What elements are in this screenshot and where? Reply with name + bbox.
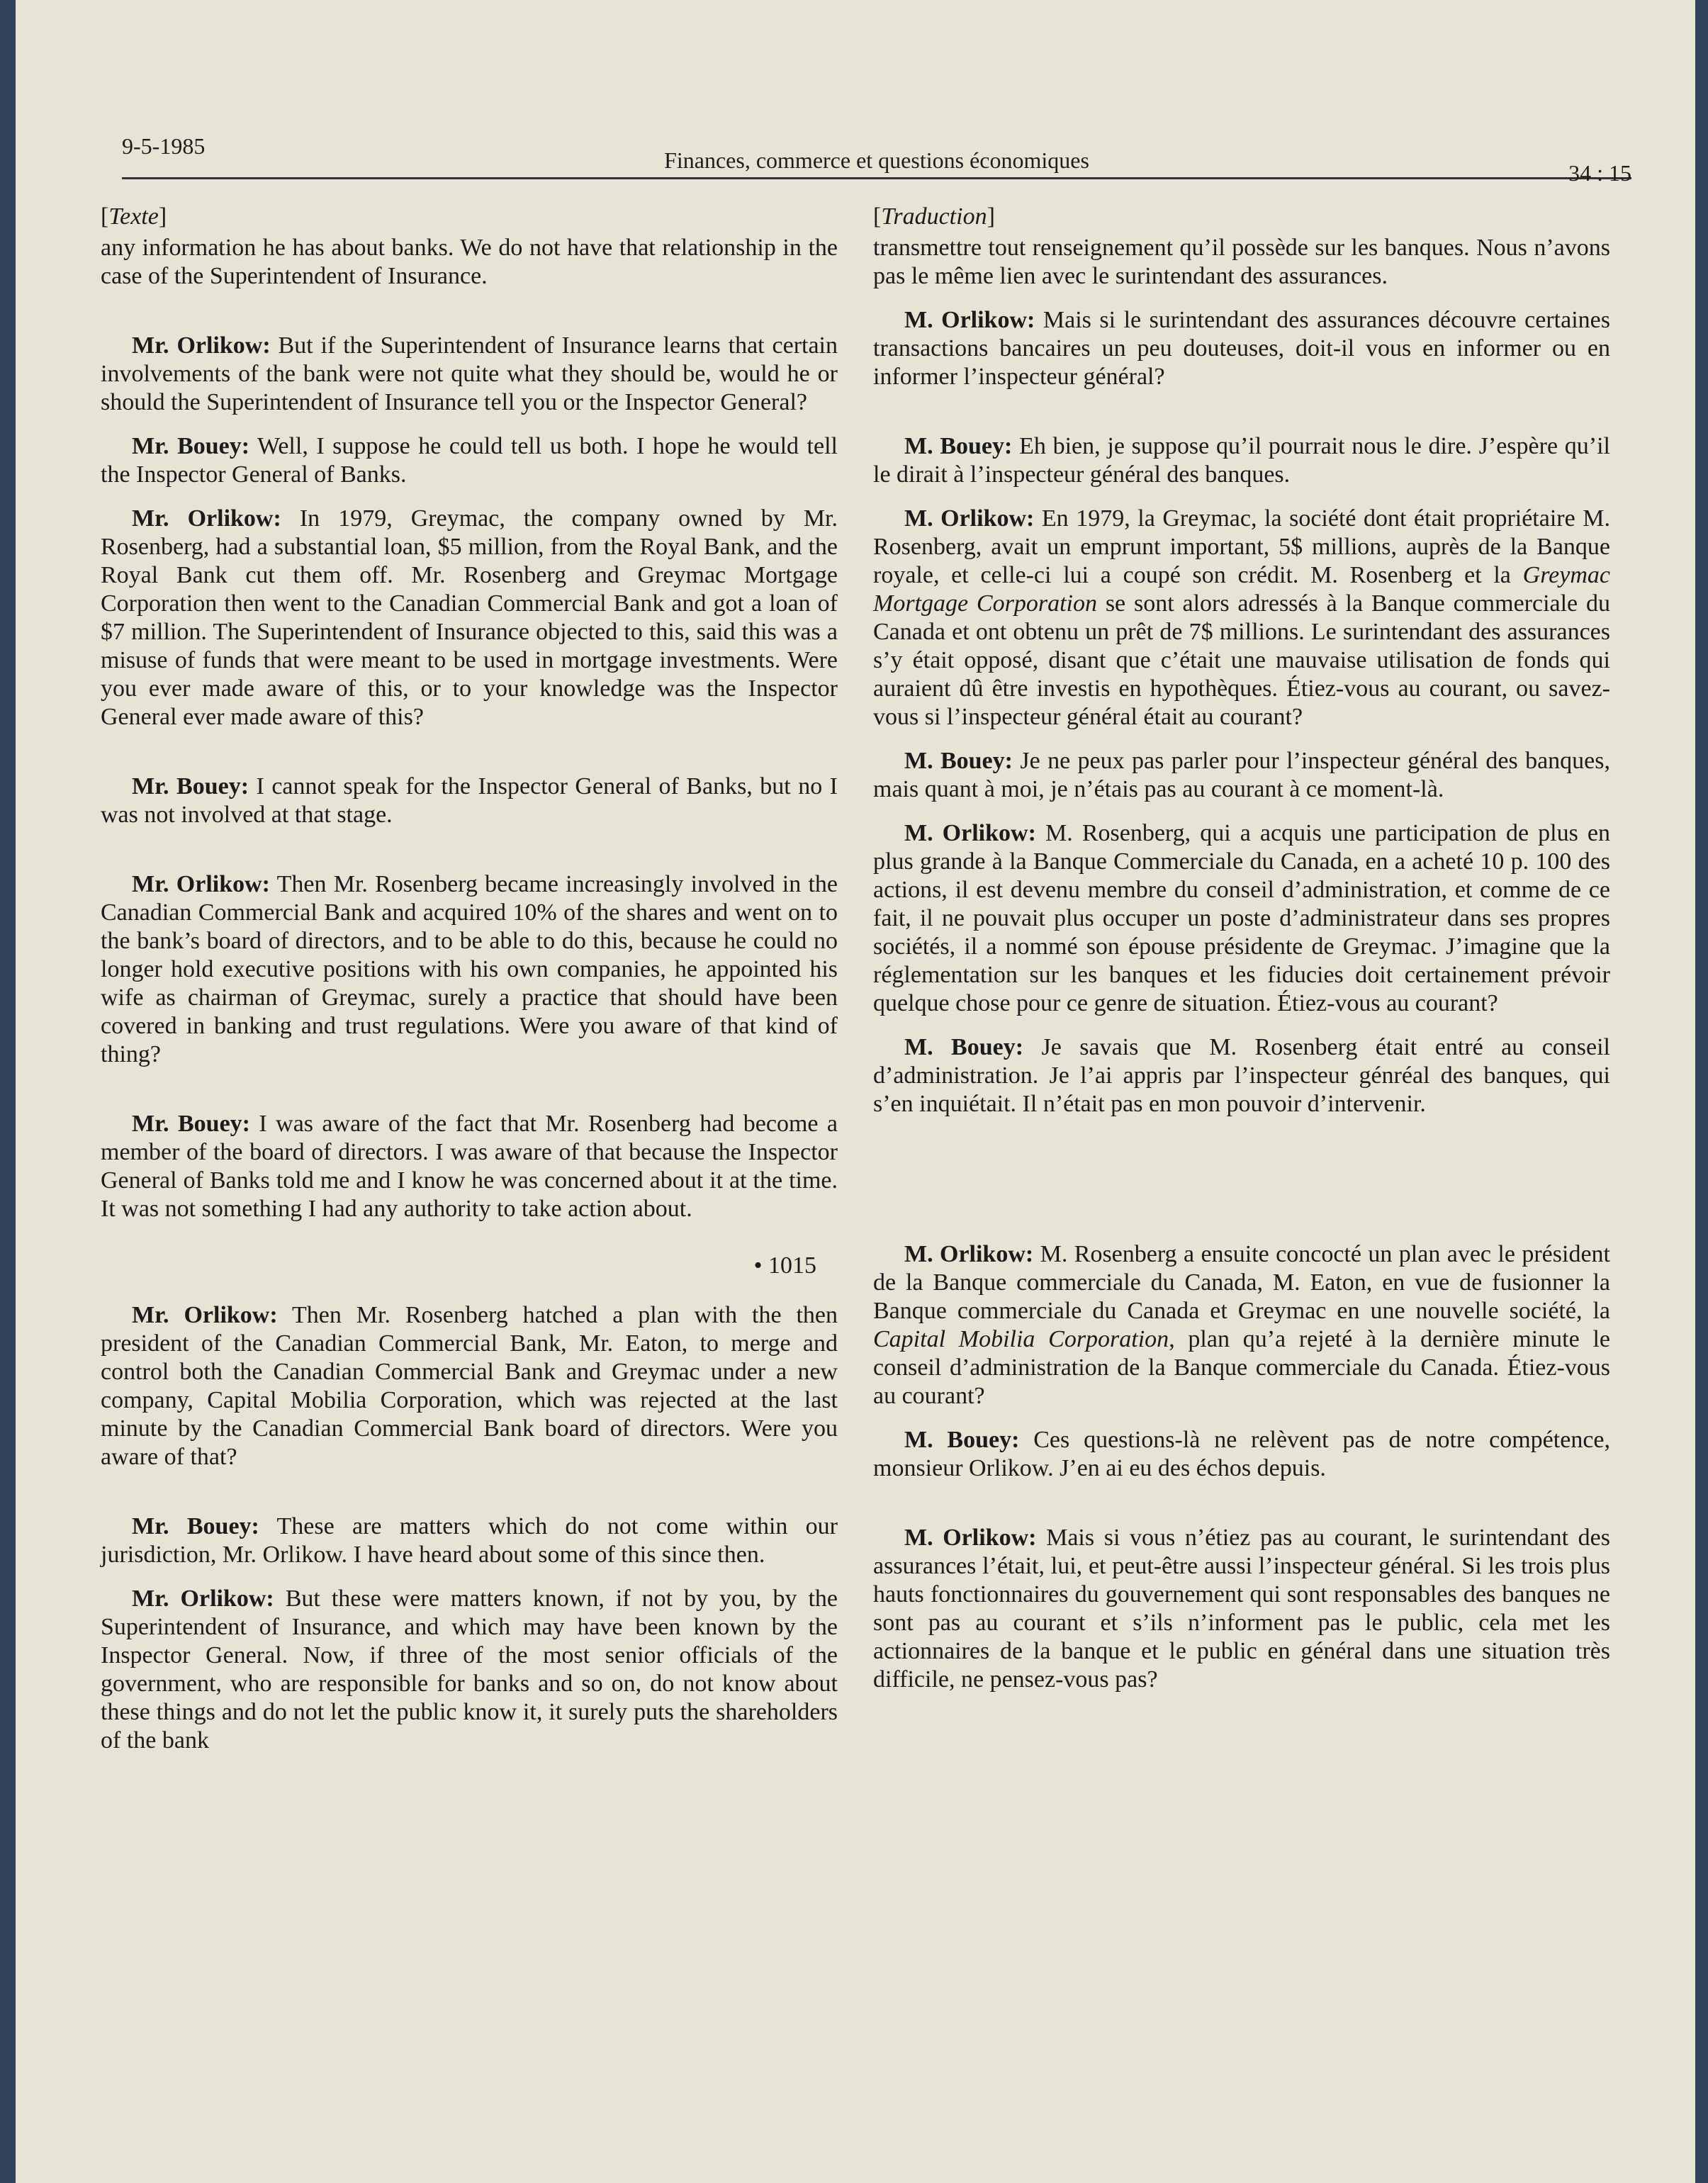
- paragraph: Mr. Orlikow: Then Mr. Rosenberg hatched a plan with the then president of the Canadian Commercial Bank, Mr. Eaton, to merge and control both the Canadian Commercial Bank and Greymac under a new company, Capital Mobilia Corporation, which was rejected at the last minute by the Canadian Commercial Bank board of directors. Were you aware of that?: [101, 1302, 838, 1470]
- paragraph: M. Orlikow: M. Rosenberg a ensuite concocté un plan avec le président de la Banque commerciale du Canada, M. Eaton, en vue de fusionner la Banque commerciale du Canada et Greymac en une nouvelle société, la Capital Mobilia Corporation, plan qu’a rejeté à la dernière minute le conseil d’administration de la Banque commerciale du Canada. Étiez-vous au courant?: [873, 1241, 1610, 1409]
- time-marker: • 1015: [753, 1252, 816, 1279]
- speaker: Mr. Orlikow:: [132, 332, 271, 359]
- speaker: Mr. Bouey:: [132, 1513, 259, 1539]
- speaker: Mr. Orlikow:: [132, 1586, 274, 1612]
- paragraph: transmettre tout renseignement qu’il possède sur les banques. Nous n’avons pas le même lien avec le surintendant des assurances.: [873, 235, 1610, 289]
- paragraph: M. Orlikow: En 1979, la Greymac, la société dont était propriétaire M. Rosenberg, avait un emprunt important, 5$ millions, auprès de la Banque royale, et celle-ci lui a coupé son crédit. M. Rosenberg et la Greymac Mortgage Corporation se sont alors adressés à la Banque commerciale du Canada et ont obtenu un prêt de 7$ millions. Le surintendant des assurances s’y était opposé, disant que c’était une mauvaise utilisation de fonds qui auraient dû être investis en hypothèques. Étiez-vous au courant, ou savez-vous si l’inspecteur général était au courant?: [873, 505, 1610, 730]
- paragraph: M. Bouey: Eh bien, je suppose qu’il pourrait nous le dire. J’espère qu’il le dirait à l’inspecteur général des banques.: [873, 433, 1610, 488]
- speaker: M. Orlikow:: [904, 1525, 1037, 1551]
- speaker: Mr. Orlikow:: [132, 1302, 278, 1328]
- company-name: Capital Mobilia Corporation: [873, 1326, 1169, 1352]
- paragraph: Mr. Bouey: Well, I suppose he could tell us both. I hope he would tell the Inspector General of Banks.: [101, 433, 838, 488]
- speaker: Mr. Bouey:: [132, 1111, 250, 1137]
- english-column: [101, 203, 838, 1770]
- header-page-number: 34 : 15: [1568, 160, 1631, 186]
- paragraph: Mr. Orlikow: In 1979, Greymac, the company owned by Mr. Rosenberg, had a substantial loan, $5 million, from the Royal Bank, and the Royal Bank cut them off. Mr. Rosenberg and Greymac Mortgage Corporation then went to the Canadian Commercial Bank and got a loan of $7 million. The Superintendent of Insurance objected to this, said this was a misuse of funds that were meant to be used in mortgage investments. Were you ever made aware of this, or to your knowledge was the Inspector General ever made aware of this?: [101, 505, 838, 730]
- paragraph: Mr. Orlikow: But if the Superintendent of Insurance learns that certain involvements of the bank were not quite what they should be, would he or should the Superintendent of Insurance tell you or the Inspector General?: [101, 332, 838, 415]
- paragraph: M. Bouey: Ces questions-là ne relèvent pas de notre compétence, monsieur Orlikow. J’en ai eu des échos depuis.: [873, 1427, 1610, 1481]
- speaker: M. Bouey:: [904, 1034, 1024, 1060]
- header-title: Finances, commerce et questions économiques: [664, 147, 1089, 173]
- paragraph: Mr. Bouey: I was aware of the fact that Mr. Rosenberg had become a member of the board of directors. I was aware of that because the Inspector General of Banks told me and I know he was concerned about it at the time. It was not something I had any authority to take action about.: [101, 1111, 838, 1222]
- page-header: [122, 128, 1631, 186]
- language-label: [Traduction]: [873, 203, 995, 230]
- speaker: M. Bouey:: [904, 1427, 1020, 1453]
- speaker: Mr. Orlikow:: [132, 871, 271, 897]
- speaker: M. Orlikow:: [904, 820, 1036, 846]
- french-column: [873, 203, 1610, 1710]
- paragraph: M. Orlikow: Mais si vous n’étiez pas au courant, le surintendant des assurances l’était, lui, et peut-être aussi l’inspecteur général. Si les trois plus hauts fonctionnaires du gouvernement qui sont responsables des banques ne sont pas au courant et s’ils n’informent pas le public, cela met les actionnaires de la banque et le public en général dans une situation très difficile, ne pensez-vous pas?: [873, 1525, 1610, 1693]
- paragraph: M. Orlikow: Mais si le surintendant des assurances découvre certaines transactions bancaires un peu douteuses, doit-il vous en informer ou en informer l’inspecteur général?: [873, 307, 1610, 390]
- paragraph: M. Bouey: Je savais que M. Rosenberg était entré au conseil d’administration. Je l’ai appris par l’inspecteur génréal des banques, qui s’en inquiétait. Il n’était pas en mon pouvoir d’intervenir.: [873, 1034, 1610, 1117]
- speaker: M. Orlikow:: [904, 1241, 1034, 1267]
- document-page: [16, 0, 1695, 2183]
- paragraph: Mr. Bouey: These are matters which do not come within our jurisdiction, Mr. Orlikow. I have heard about some of this since then.: [101, 1513, 838, 1568]
- company-name: Greymac Mortgage Corporation: [873, 562, 1610, 617]
- paragraph: Mr. Orlikow: But these were matters known, if not by you, by the Superintendent of Insurance, and which may have been known by the Inspector General. Now, if three of the most senior officials of the government, who are responsible for banks and so on, do not know about these things and do not let the public know it, it surely puts the shareholders of the bank: [101, 1586, 838, 1753]
- speaker: Mr. Orlikow:: [132, 505, 281, 532]
- speaker: M. Bouey:: [904, 433, 1013, 459]
- paragraph: M. Bouey: Je ne peux pas parler pour l’inspecteur général des banques, mais quant à moi, je n’étais pas au courant à ce moment-là.: [873, 748, 1611, 802]
- paragraph: M. Orlikow: M. Rosenberg, qui a acquis une participation de plus en plus grande à la Banque Commerciale du Canada, en a acheté 10 p. 100 des actions, il est devenu membre du conseil d’administration, et comme de ce fait, il ne pouvait plus occuper un poste d’administrateur dans ses propres sociétés, il a nommé son épouse présidente de Greymac. J’imagine que la réglementation sur les banques et les fiducies doit certainement prévoir quelque chose pour ce genre de situation. Étiez-vous au courant?: [873, 820, 1611, 1016]
- language-label: [Texte]: [101, 203, 167, 230]
- paragraph: any information he has about banks. We do not have that relationship in the case of the Superintendent of Insurance.: [101, 235, 838, 289]
- speaker: M. Orlikow:: [904, 505, 1035, 532]
- speaker: Mr. Bouey:: [132, 773, 249, 799]
- speaker: M. Bouey:: [904, 748, 1013, 774]
- speaker: Mr. Bouey:: [132, 433, 250, 459]
- paragraph: Mr. Bouey: I cannot speak for the Inspector General of Banks, but no I was not involved at that stage.: [101, 773, 838, 828]
- speaker: M. Orlikow:: [904, 307, 1035, 333]
- paragraph: Mr. Orlikow: Then Mr. Rosenberg became increasingly involved in the Canadian Commercial Bank and acquired 10% of the shares and went on to the bank’s board of directors, and to be able to do this, because he could no longer hold executive positions with his own companies, he appointed his wife as chairman of Greymac, surely a practice that should have been covered in banking and trust regulations. Were you aware of that kind of thing?: [101, 871, 838, 1067]
- header-date: 9-5-1985: [122, 133, 206, 159]
